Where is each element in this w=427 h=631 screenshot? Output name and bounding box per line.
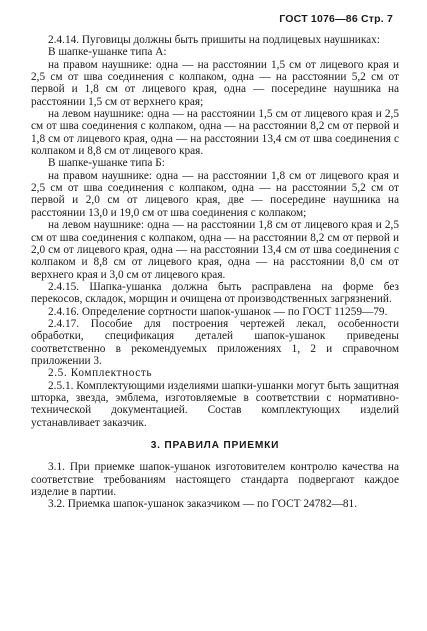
page-header: ГОСТ 1076—86 Стр. 7 <box>279 13 393 25</box>
paragraph-2-4-15: 2.4.15. Шапка-ушанка должна быть расправлена на форме без перекосов, складок, морщин и очищена от производственных загрязнений. <box>31 280 399 306</box>
paragraph-3-2: 3.2. Приемка шапок-ушанок заказчиком — по ГОСТ 24782—81. <box>48 498 358 511</box>
paragraph-2-5-1: 2.5.1. Комплектующими изделиями шапки-ушанки могут быть защитная шторка, звезда, эмблема, изготовляемые в соответствии с нормативно-технической документацией. Состав комплектующих изделий устанавливает заказчик. <box>31 379 399 429</box>
section-3-title: 3. ПРАВИЛА ПРИЕМКИ <box>150 440 280 451</box>
document-body <box>31 34 399 511</box>
paragraph-type-b: В шапке-ушанке типа Б: <box>48 157 165 170</box>
paragraph-2-4-17: 2.4.17. Пособие для построения чертежей лекал, особенности обработки, спецификация деталей шапок-ушанок приведены соответственно в рекомендуемых приложениях 1, 2 и справочном приложении 3. <box>31 317 399 367</box>
document-page <box>31 12 399 622</box>
paragraph-2-4-16: 2.4.16. Определение сортности шапок-ушанок — по ГОСТ 11259—79. <box>48 305 388 318</box>
paragraph-type-a: В шапке-ушанке типа А: <box>48 46 167 59</box>
paragraph-2-4-14: 2.4.14. Пуговицы должны быть пришиты на подлицевых наушниках: <box>48 34 380 46</box>
paragraph-type-b-right: на правом наушнике: одна — на расстоянии 1,8 см от лицевого края и 2,5 см от шва соединения с колпаком, одна — на расстоянии 5,2 см от первой и 2,0 см от лицевого края, две — посередине наушника на расстоянии 13,0 и 19,0 см от шва соединения с колпаком; <box>31 169 399 219</box>
paragraph-type-a-left: на левом наушнике: одна — на расстоянии 1,5 см от лицевого края и 2,5 см от шва соединения с колпаком, одна — на расстоянии 8,2 см от первой и 1,8 см от лицевого края, одна — на расстоянии 13,4 см от шва соединения с колпаком и 8,8 см от лицевого края. <box>31 108 399 158</box>
paragraph-type-a-right: на правом наушнике: одна — на расстоянии 1,5 см от лицевого края и 2,5 см от шва соединения с колпаком, одна — на расстоянии 5,2 см от первой и 1,8 см от лицевого края, одна — посередине наушника на расстоянии 1,5 см от верхнего края; <box>31 58 399 108</box>
heading-2-5-completeness: 2.5. Комплектность <box>48 367 153 380</box>
paragraph-type-b-left: на левом наушнике: одна — на расстоянии 1,8 см от лицевого края и 2,5 см от шва соединения с колпаком, одна — на расстоянии 8,2 см от первой и 2,0 см от лицевого края, одна — на расстоянии 13,4 см от шва соединения с колпаком и 8,8 см от лицевого края, одна — на расстоянии 8,0 см от верхнего края и 3,0 см от лицевого края. <box>31 219 399 281</box>
paragraph-3-1: 3.1. При приемке шапок-ушанок изготовителем контролю качества на соответствие требованиям настоящего стандарта подвергают каждое изделие в партии. <box>31 461 399 499</box>
